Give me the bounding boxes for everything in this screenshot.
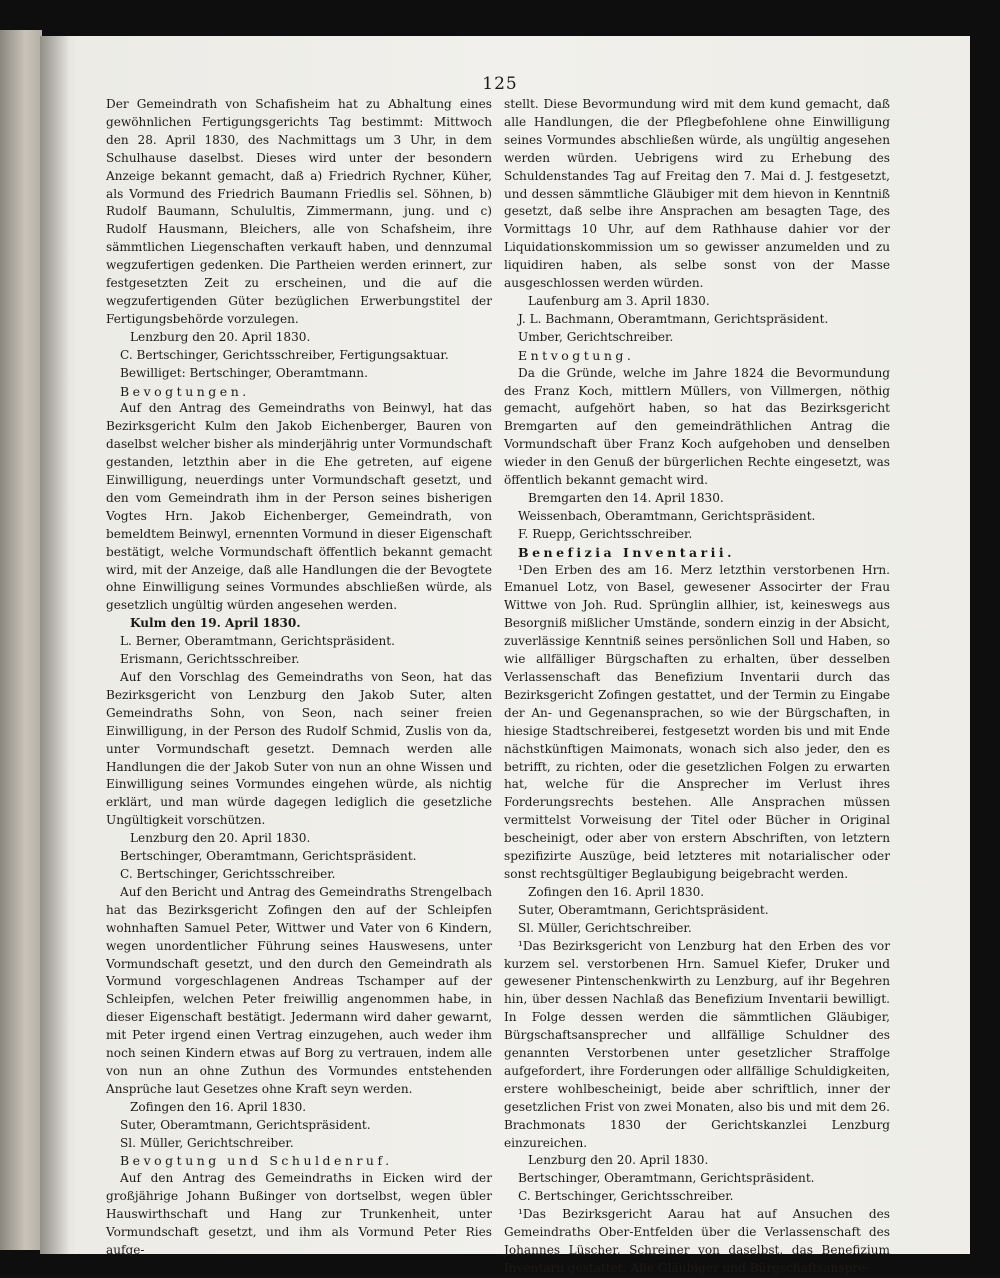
notice-paragraph: ¹Den Erben des am 16. Merz letzthin verstorbenen Hrn. Emanuel Lotz, von Basel, gewesener Associrter der Frau Wittwe von Joh. Rud. Sprünglin allhier, ist, keineswegs aus Besorgniß mißlicher Umstände, sondern einzig in der Absicht, zuverlässige Kenntniß seines persönlichen Soll und Haben, so wie allfälliger Bürgschaften zu erhalten, über desselben Verlassenschaft das Benefizium Inventarii durch das Bezirksgericht Zofingen gestattet, und der Termin zu Eingabe der An- und Gegenansprachen, so wie der Bürgschaften, in hiesige Stadtschreiberei, festgesetzt worden bis und mit Ende nächstkünftigen Maimonats, wonach sich also jeder, den es betrifft, zu richten, oder die gesetzlichen Folgen zu erwarten hat, welche für die Ansprecher im Verlust ihres Forderungsrechts bestehen. Alle Ansprachen müssen vermittelst Vorweisung der Titel oder Bücher in Original bescheinigt, oder aber von erstern Abschriften, von letztern spezifizirte Auszüge, beid letzteres mit notarialischer oder sonst rechtsgültiger Beglaubigung beigebracht werden. (504, 562, 890, 881)
notice-date: Bremgarten den 14. April 1830. (528, 490, 724, 505)
notice-fertigung: Der Gemeindrath von Schafisheim hat zu Abhaltung eines gewöhnlichen Fertigungsgerichts Tag bestimmt: Mittwoch den 28. April 1830, des Nachmittags um 3 Uhr, in dem Schulhause daselbst. Dieses wird unter der besondern Anzeige bekannt gemacht, daß a) Friedrich Rychner, Küher, als Vormund des Friedrich Baumann Friedlis sel. Söhnen, b) Rudolf Baumann, Schulultis, Zimmermann, jung. und c) Rudolf Hausmann, Bleichers, alle von Schafsheim, ihre sämmtlichen Liegenschaften verkauft haben, und dennzumal wegzufertigen gedenken. Die Partheien werden erinnert, zur festgesetzten Zeit zu erscheinen, und die auf die wegzufertigenden Güter bezüglichen Erwerbungstitel der Fertigungsbehörde vorzulegen. (106, 97, 492, 326)
notice-paragraph: stellt. Diese Bevormundung wird mit dem kund gemacht, daß alle Handlungen, die der Pflegbefohlene ohne Einwilligung seines Vormundes abschließen würde, als ungültig angesehen werden würden. Uebrigens wird zu Erhebung des Schuldenstandes Tag auf Freitag den 7. Mai d. J. festgesetzt, und dessen sämmtliche Gläubiger mit dem hievon in Kenntniß gesetzt, daß selbe ihre Ansprachen am besagten Tage, des Vormittags 10 Uhr, auf dem Rathhause dahier vor der Liquidationskommission um so gewisser anzumelden und zu liquidiren haben, als selbe sonst von der Masse ausgeschlossen werden würden. (504, 97, 890, 291)
section-heading: Entvogtung. (518, 347, 635, 363)
notice-signature: Umber, Gerichtschreiber. (518, 329, 674, 344)
notice-signature: Sl. Müller, Gerichtschreiber. (518, 920, 692, 935)
notice-date: Zofingen den 16. April 1830. (130, 1099, 307, 1114)
section-heading: Benefizia Inventarii. (518, 544, 736, 560)
notice-signature: C. Bertschinger, Gerichtsschreiber. (120, 866, 336, 881)
notice-signature: Suter, Oberamtmann, Gerichtspräsident. (518, 902, 769, 917)
notice-signature: C. Bertschinger, Gerichtsschreiber, Fertigungsaktuar. (120, 347, 449, 362)
notice-signature: C. Bertschinger, Gerichtsschreiber. (518, 1189, 734, 1204)
notice-date: Kulm den 19. April 1830. (130, 616, 301, 631)
gutter-shadow (40, 36, 70, 1254)
notice-signature: Sl. Müller, Gerichtschreiber. (120, 1135, 294, 1150)
notice-paragraph: ¹Das Bezirksgericht Aarau hat auf Ansuchen des Gemeindraths Ober-Entfelden über die Verlassenschaft des Johannes Lüscher, Schreiner von daselbst, das Benefizium Inventarii gestattet. Alle Gläubiger und Bürgschaftsanspre- (504, 1207, 890, 1275)
notice-signature: Bertschinger, Oberamtmann, Gerichtspräsident. (518, 1171, 815, 1186)
left-page-edge (0, 30, 42, 1250)
right-column (504, 96, 890, 1278)
notice-paragraph: Auf den Vorschlag des Gemeindraths von Seon, hat das Bezirksgericht von Lenzburg den Jakob Suter, alten Gemeindraths Sohn, von Seon, nach seiner freien Einwilligung, in der Person des Rudolf Schmid, Zuslis von da, unter Vormundschaft gesetzt. Demnach werden alle Handlungen die der Jakob Suter von nun an ohne Wissen und Einwilligung seines Vormundes eingehen würde, als nichtig erklärt, und man würde dagegen lediglich die gesetzliche Ungültigkeit vorschützen. (106, 670, 492, 828)
notice-date: Lenzburg den 20. April 1830. (130, 329, 311, 344)
notice-date: Lenzburg den 20. April 1830. (528, 1153, 709, 1168)
notice-signature: J. L. Bachmann, Oberamtmann, Gerichtspräsident. (518, 311, 829, 326)
left-column (106, 96, 492, 1260)
notice-signature: L. Berner, Oberamtmann, Gerichtspräsident. (120, 634, 396, 649)
notice-signature: F. Ruepp, Gerichtsschreiber. (518, 526, 693, 541)
notice-approval: Bewilliget: Bertschinger, Oberamtmann. (120, 365, 368, 380)
notice-signature: Weissenbach, Oberamtmann, Gerichtspräsident. (518, 508, 816, 523)
notice-paragraph: Auf den Antrag des Gemeindraths in Eicken wird der großjährige Johann Bußinger von dortselbst, wegen übler Hauswirthschaft und Hang zur Trunkenheit, unter Vormundschaft gesetzt, und ihm als Vormund Peter Ries aufge- (106, 1171, 492, 1257)
notice-date: Laufenburg am 3. April 1830. (528, 293, 710, 308)
section-heading: Bevogtungen. (120, 383, 250, 399)
notice-signature: Bertschinger, Oberamtmann, Gerichtspräsident. (120, 849, 417, 864)
notice-signature: Suter, Oberamtmann, Gerichtspräsident. (120, 1117, 371, 1132)
notice-paragraph: ¹Das Bezirksgericht von Lenzburg hat den Erben des vor kurzem sel. verstorbenen Hrn. Samuel Kiefer, Druker und gewesener Pintenschenkwirth zu Lenzburg, auf ihr Begehren hin, über dessen Nachlaß das Benefizium Inventarii bewilligt. In Folge dessen werden die sämmtlichen Gläubiger, Bürgschaftsansprecher und allfällige Schuldner des genannten Verstorbenen unter gesetzlicher Straffolge aufgefordert, ihre Forderungen oder allfällige Schuldigkeiten, erstere wohlbescheinigt, beide aber schriftlich, inner der gesetzlichen Frist von zwei Monaten, also bis und mit dem 26. Brachmonats 1830 der Gerichtskanzlei Lenzburg einzureichen. (504, 938, 890, 1150)
notice-paragraph: Auf den Antrag des Gemeindraths von Beinwyl, hat das Bezirksgericht Kulm den Jakob Eichenberger, Bauren von daselbst welcher bisher als minderjährig unter Vormundschaft gestanden, letzthin aber in die Ehe getreten, auf eigene Einwilligung, neuerdings unter Vormundschaft gesetzt, und den vom Gemeindrath ihm in der Person seines bisherigen Vogtes Hrn. Jakob Eichenberger, Gemeindrath, von bemeldtem Beinwyl, ernennten Vormund in dieser Eigenschaft bestätigt, welche Vormundschaft öffentlich bekannt gemacht wird, mit der Anzeige, daß alle Handlungen die der Bevogtete ohne Einwilligung seines Vormundes abschließen würde, als gesetzlich ungültig würden angesehen werden. (106, 401, 492, 613)
page-number: 125 (482, 74, 518, 94)
notice-date: Lenzburg den 20. April 1830. (130, 831, 311, 846)
notice-signature: Erismann, Gerichtsschreiber. (120, 652, 300, 667)
notice-paragraph: Auf den Bericht und Antrag des Gemeindraths Strengelbach hat das Bezirksgericht Zofingen den auf der Schleipfen wohnhaften Samuel Peter, Wittwer und Vater von 6 Kindern, wegen unordentlicher Führung seines Hauswesens, unter Vormundschaft gesetzt, und den durch den Gemeindrath als Vormund vorgeschlagenen Andreas Tschamper auf der Schleipfen, welchen Peter freiwillig angenommen habe, in dieser Eigenschaft bestätigt. Jedermann wird daher gewarnt, mit Peter irgend einen Vertrag einzugehen, auch weder ihm noch seinen Kindern etwas auf Borg zu vertrauen, indem alle von nun an ohne Zuthun des Vormundes entstehenden Ansprüche laut Gesetzes ohne Kraft seyn werden. (106, 884, 492, 1096)
section-heading: Bevogtung und Schuldenruf. (120, 1153, 393, 1169)
notice-date: Zofingen den 16. April 1830. (528, 884, 705, 899)
notice-paragraph: Da die Gründe, welche im Jahre 1824 die Bevormundung des Franz Koch, mittlern Müllers, von Villmergen, nöthig gemacht, aufgehört haben, so hat das Bezirksgericht Bremgarten auf den gemeindräthlichen Antrag die Vormundschaft über Franz Koch aufgehoben und denselben wieder in den Genuß der bürgerlichen Rechte eingesetzt, was öffentlich bekannt gemacht wird. (504, 365, 890, 488)
